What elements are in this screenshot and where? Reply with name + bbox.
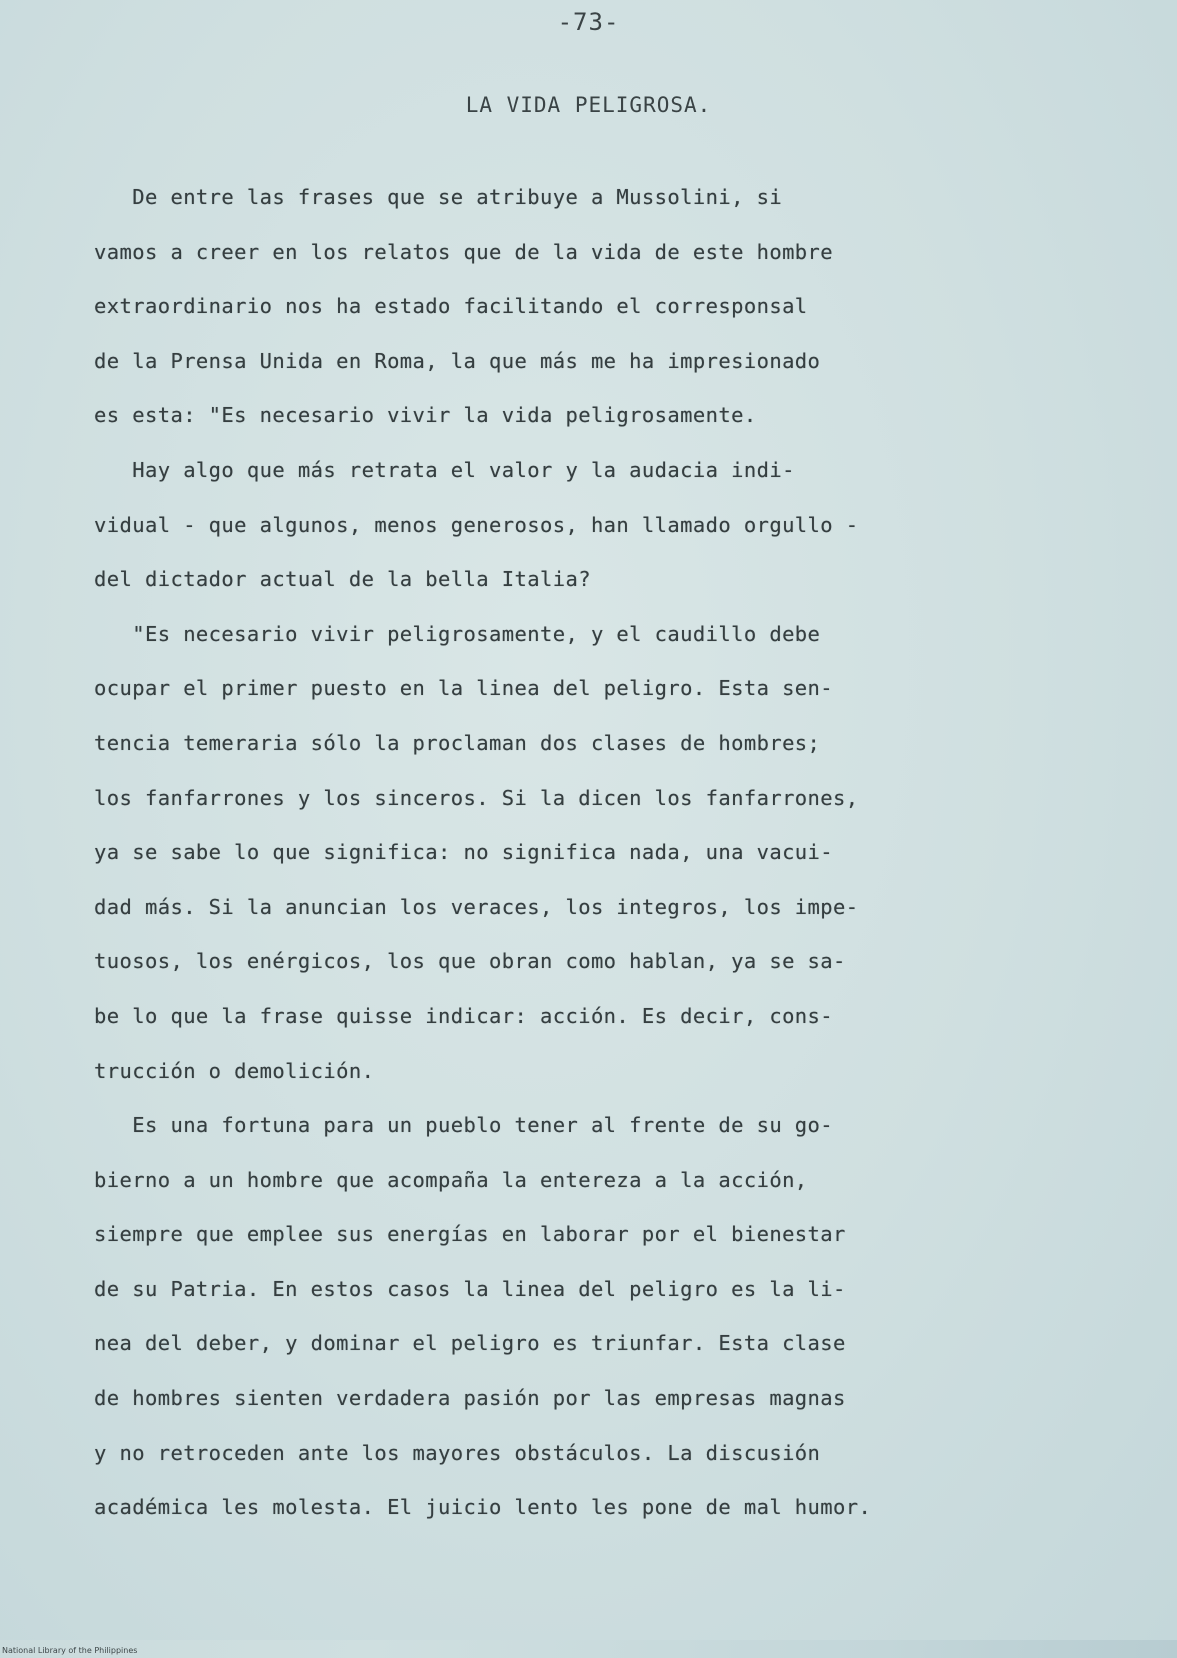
- text-line: Hay algo que más retrata el valor y la audacia indi-: [94, 457, 795, 482]
- text-line: tencia temeraria sólo la proclaman dos clases de hombres;: [94, 730, 821, 755]
- page-number: -73-: [557, 8, 620, 36]
- text-line: be lo que la frase quisse indicar: acción. Es decir, cons-: [94, 1003, 834, 1028]
- text-line: académica les molesta. El juicio lento les pone de mal humor.: [94, 1495, 872, 1520]
- text-line: siempre que emplee sus energías en laborar por el bienestar: [94, 1222, 846, 1247]
- text-line: Es una fortuna para un pueblo tener al frente de su go-: [94, 1113, 834, 1138]
- library-credit: National Library of the Philippines: [2, 1646, 138, 1655]
- text-line: ocupar el primer puesto en la linea del peligro. Esta sen-: [94, 676, 834, 701]
- text-line: vamos a creer en los relatos que de la vida de este hombre: [94, 239, 834, 264]
- text-line: y no retroceden ante los mayores obstáculos. La discusión: [94, 1440, 821, 1465]
- text-line: "Es necesario vivir peligrosamente, y el caudillo debe: [94, 621, 821, 646]
- text-line: De entre las frases que se atribuye a Mussolini, si: [94, 185, 783, 209]
- text-line: vidual - que algunos, menos generosos, han llamado orgullo -: [94, 512, 859, 537]
- text-line: extraordinario nos ha estado facilitando el corresponsal: [94, 294, 808, 319]
- text-line: los fanfarrones y los sinceros. Si la dicen los fanfarrones,: [94, 785, 859, 810]
- text-line: dad más. Si la anuncian los veraces, los integros, los impe-: [94, 894, 859, 919]
- text-line: del dictador actual de la bella Italia?: [94, 567, 591, 592]
- text-line: es esta: "Es necesario vivir la vida peligrosamente.: [94, 403, 757, 428]
- text-line: de hombres sienten verdadera pasión por las empresas magnas: [94, 1386, 846, 1411]
- text-line: nea del deber, y dominar el peligro es triunfar. Esta clase: [94, 1331, 846, 1356]
- body-text: [94, 170, 1134, 1535]
- text-line: de la Prensa Unida en Roma, la que más me ha impresionado: [94, 348, 821, 373]
- text-line: tuosos, los enérgicos, los que obran como hablan, ya se sa-: [94, 949, 846, 974]
- text-line: bierno a un hombre que acompaña la entereza a la acción,: [94, 1167, 808, 1192]
- text-line: trucción o demolición.: [94, 1058, 375, 1083]
- text-line: de su Patria. En estos casos la linea del peligro es la li-: [94, 1276, 846, 1301]
- page-title: LA VIDA PELIGROSA.: [465, 93, 712, 117]
- text-line: ya se sabe lo que significa: no significa nada, una vacui-: [94, 840, 834, 865]
